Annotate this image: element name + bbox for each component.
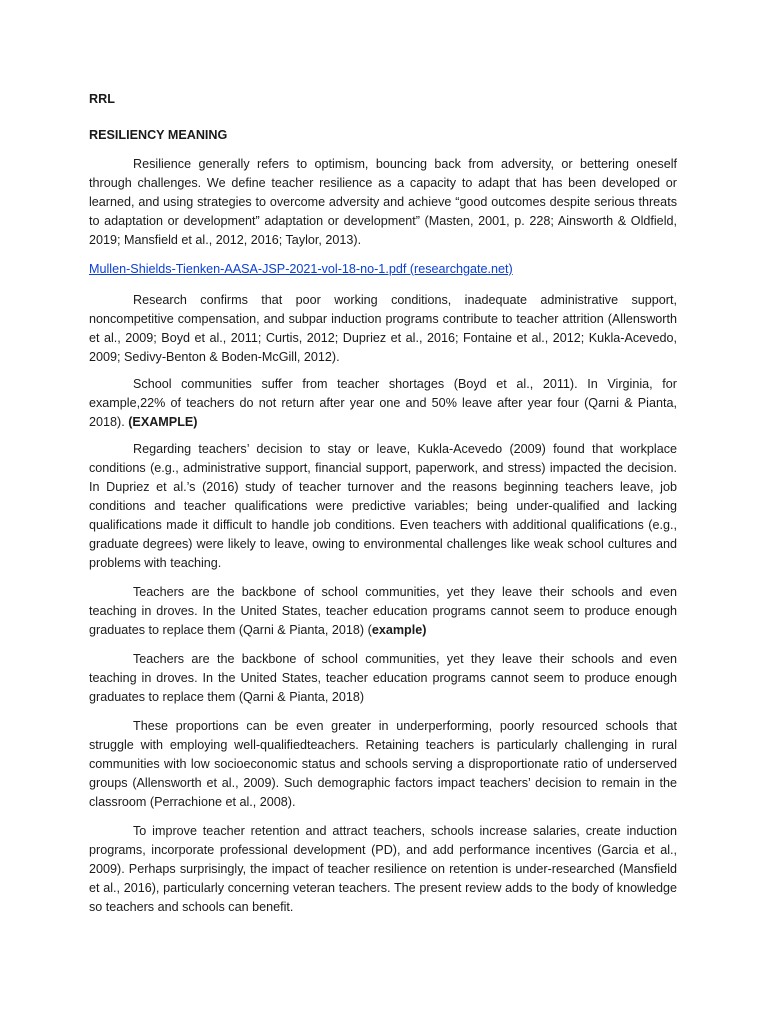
paragraph-stay-or-leave: Regarding teachers’ decision to stay or leave, Kukla-Acevedo (2009) found that workplace conditions (e.g., administrative support, financial support, paperwork, and stress) impacted the decision. In Dupriez et al.’s (2016) study of teacher turnover and the reasons beginning teachers leave, job conditions and teacher qualifications were predictive variables; being under-qualified and lacking qualifications made it difficult to handle job conditions. Even teachers with additional qualifications (e.g., graduate degrees) were likely to leave, owing to environmental challenges like weak school cultures and problems with teaching.: [89, 442, 677, 570]
example-tag-lower: example): [371, 623, 427, 637]
paragraph-teacher-shortages-text: School communities suffer from teacher shortages (Boyd et al., 2011). In Virginia, for example,22% of teachers do not return after year one and 50% leave after year four (Qarni & Pianta, 2018).: [89, 377, 677, 429]
paragraph-teacher-shortages: [89, 375, 677, 432]
paragraph-proportions: These proportions can be even greater in underperforming, poorly resourced schools that struggle with employing well-qualifiedteachers. Retaining teachers is particularly challenging in rural communities with low socioeconomic status and schools serving a disproportionate ratio of underserved groups (Allensworth et al., 2009). Such demographic factors impact teachers’ decision to remain in the classroom (Perrachione et al., 2008).: [89, 719, 677, 809]
example-tag: (EXAMPLE): [128, 415, 198, 429]
source-link-line: [89, 260, 677, 279]
heading-resiliency-meaning: RESILIENCY MEANING: [89, 128, 228, 142]
paragraph-backbone-example: [89, 583, 677, 640]
source-link[interactable]: Mullen-Shields-Tienken-AASA-JSP-2021-vol-18-no-1.pdf (researchgate.net): [89, 262, 513, 276]
document-body: [89, 90, 677, 927]
paragraph-retention: To improve teacher retention and attract teachers, schools increase salaries, create induction programs, incorporate professional development (PD), and add performance incentives (Garcia et al., 2009). Perhaps surprisingly, the impact of teacher resilience on retention is under-researched (Mansfield et al., 2016), particularly concerning veteran teachers. The present review adds to the body of knowledge so teachers and schools can benefit.: [89, 824, 677, 914]
paragraph-backbone-example-text: Teachers are the backbone of school communities, yet they leave their schools and even teaching in droves. In the United States, teacher education programs cannot seem to produce enough graduates to replace them (Qarni & Pianta, 2018) (: [89, 585, 677, 637]
paragraph-resilience-definition: Resilience generally refers to optimism, bouncing back from adversity, or bettering oneself through challenges. We define teacher resilience as a capacity to adapt that has been developed or learned, and using strategies to overcome adversity and achieve “good outcomes despite serious threats to adaptation or development” adaptation or development” (Masten, 2001, p. 228; Ainsworth & Oldfield, 2019; Mansfield et al., 2012, 2016; Taylor, 2013).: [89, 157, 677, 247]
paragraph-working-conditions: Research confirms that poor working conditions, inadequate administrative support, noncompetitive compensation, and subpar induction programs contribute to teacher attrition (Allensworth et al., 2009; Boyd et al., 2011; Curtis, 2012; Dupriez et al., 2016; Fontaine et al., 2012; Kukla-Acevedo, 2009; Sedivy-Benton & Boden-McGill, 2012).: [89, 293, 677, 364]
heading-rrl: RRL: [89, 92, 115, 106]
paragraph-backbone: Teachers are the backbone of school communities, yet they leave their schools and even teaching in droves. In the United States, teacher education programs cannot seem to produce enough graduates to replace them (Qarni & Pianta, 2018): [89, 652, 677, 704]
